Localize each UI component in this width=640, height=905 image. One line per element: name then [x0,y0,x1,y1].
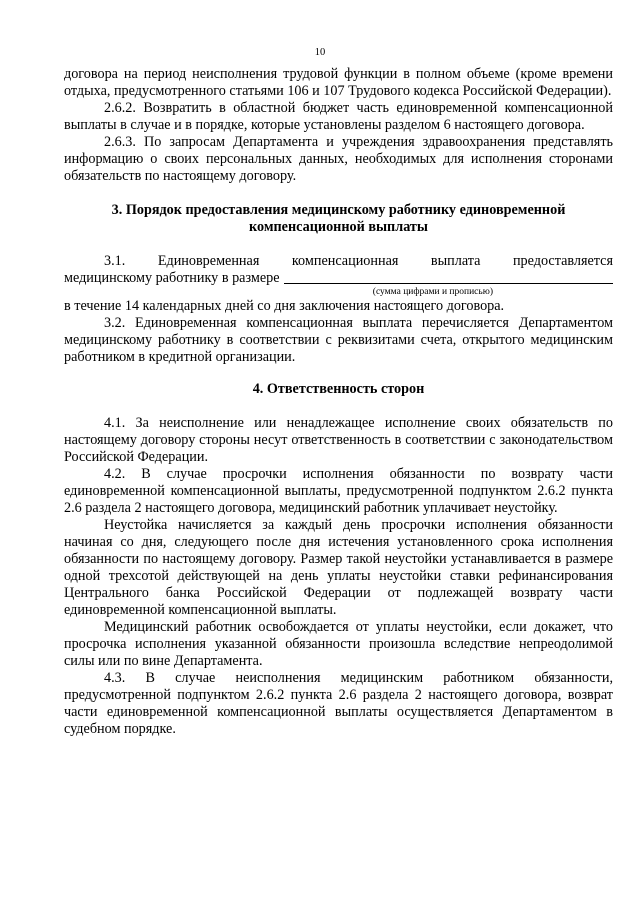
amount-caption: (сумма цифрами и прописью) [372,287,493,297]
section-4-heading: 4. Ответственность сторон [252,381,425,397]
paragraph-4-1: 4.1. За неисполнение или ненадлежащее исполнение своих обязательств по настоящему договору стороны несут ответственность в соответствии с законодательством Российской Федерации. [64,415,613,465]
paragraph-exemption: Медицинский работник освобождается от уплаты неустойки, если докажет, что просрочка исполнения указанной обязанности произошла вследствие непреодолимой силы или по вине Департамента. [64,619,613,669]
paragraph-3-1-line1: 3.1. Единовременная компенсационная выплата предоставляется [104,253,613,269]
paragraph-4-2: 4.2. В случае просрочки исполнения обязанности по возврату части единовременной компенсационной выплаты, предусмотренной подпунктом 2.6.2 пункта 2.6 раздела 2 настоящего договора, медицинский работник уплачивает неустойку. [64,466,613,516]
page-number: 10 [314,47,326,58]
paragraph-3-1-line3: в течение 14 календарных дней со дня заключения настоящего договора. [64,298,505,314]
amount-label: медицинскому работнику в размере [64,270,280,286]
section-3-heading: 3. Порядок предоставления медицинскому работнику единовременной компенсационной выплаты [111,202,566,235]
document-body [64,66,613,738]
paragraph-continuation: договора на период неисполнения трудовой функции в полном объеме (кроме времени отдыха, предусмотренного статьями 106 и 107 Трудового кодекса Российской Федерации). [64,66,613,99]
paragraph-penalty: Неустойка начисляется за каждый день просрочки исполнения обязанности начиная со дня, следующего после дня истечения установленного срока исполнения обязанности по настоящему договору. Размер такой неустойки устанавливается в размере одной трехсотой действующей на день уплаты неустойки ставки рефинансирования Центрального банка Российской Федерации от подлежащей возврату части единовременной компенсационной выплаты. [64,517,613,618]
paragraph-4-3: 4.3. В случае неисполнения медицинским работником обязанности, предусмотренной подпунктом 2.6.2 пункта 2.6 раздела 2 настоящего договора, возврат части единовременной компенсационной выплаты осуществляется Департаментом в судебном порядке. [64,670,613,737]
paragraph-3-2: 3.2. Единовременная компенсационная выплата перечисляется Департаментом медицинскому работнику в соответствии с реквизитами счета, открытого медицинским работником в кредитной организации. [64,315,613,365]
amount-fill-row [64,270,613,287]
paragraph-2-6-2: 2.6.2. Возвратить в областной бюджет часть единовременной компенсационной выплаты в случае и в порядке, которые установлены разделом 6 настоящего договора. [64,100,613,133]
amount-fill-line[interactable] [284,282,613,284]
paragraph-2-6-3: 2.6.3. По запросам Департамента и учреждения здравоохранения представлять информацию о своих персональных данных, необходимых для исполнения сторонами обязательств по настоящему договору. [64,134,613,184]
